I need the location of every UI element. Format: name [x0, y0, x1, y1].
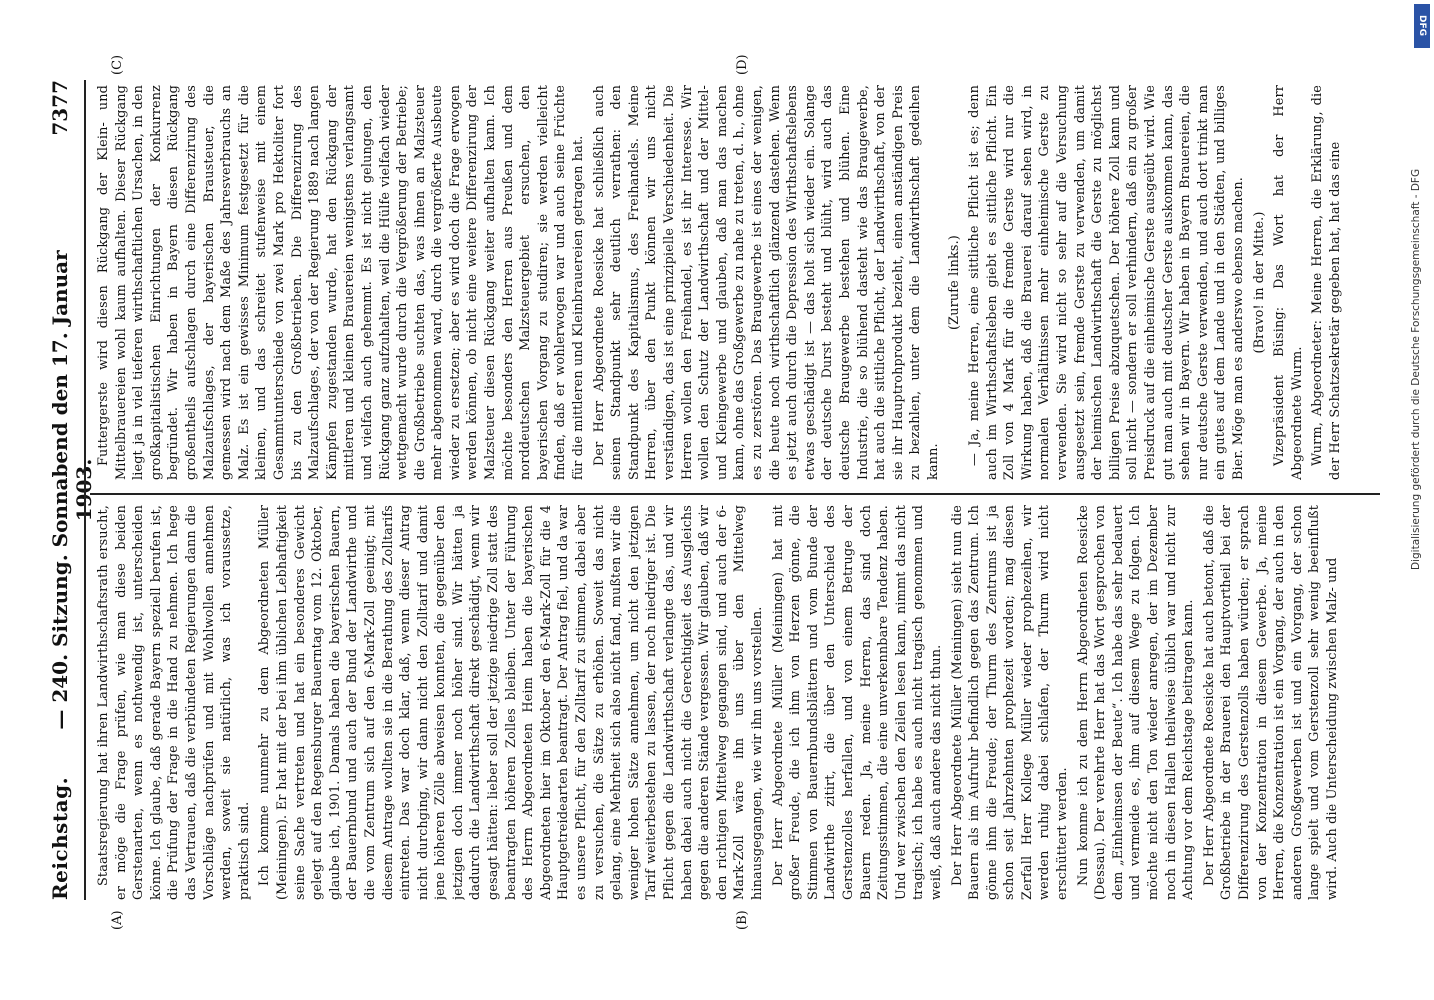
margin-marker-a: (A): [110, 910, 125, 930]
digitization-credit: [1406, 10, 1428, 990]
paragraph: Staatsregierung hat ihren Landwirthschaftsrath ersucht, er möge die Frage prüfen, wie man diese beiden Gerstenarten, wenn es nothwendig ist, unterscheiden könne. Ich glaube, daß gerade Bayern speziell berufen ist, die Prüfung der Frage in die Hand zu nehmen. Ich hege das Vertrauen, daß die verbündeten Regierungen dann die Vorschläge nachprüfen und mit Wohlwollen annehmen werden, soweit sie natürlich, was ich voraussetze, praktisch sind.: [96, 505, 252, 900]
running-header: [40, 80, 96, 900]
margin-marker-c: (C): [110, 54, 125, 75]
interjection: (Zurufe links.): [946, 235, 962, 330]
header-center: — 240. Sitzung. Sonnabend den 17. Januar 1903.: [48, 250, 96, 730]
margin-marker-d: (D): [735, 54, 750, 75]
paragraph: Wurm, Abgeordneter: Meine Herren, die Erklärung, die der Herr Schatzsekretär gegeben hat, hat das eine: [1310, 85, 1343, 480]
paragraph: — Ja, meine Herren, eine sittliche Pflicht ist es; denn auch im Wirthschaftsleben giebt es sittliche Pflicht. Ein Zoll von 4 Mark für die fremde Gerste wird nur die Wirkung haben, daß die Brauerei darauf sehen wird, in normalen Verhältnissen mehr einheimische Gerste zu verwenden. Sie wird nicht so sehr auf die Versuchung ausgesetzt sein, fremde Gerste zu verwenden, um damit der heimischen Landwirthschaft die Gerste zu möglichst billigen Preise abzuquetschen. Der höhere Zoll kann und soll nicht — sondern er soll verhindern, daß ein zu großer Preisdruck auf die einheimische Gerste ausgeübt wird. Wie gut man auch mit deutscher Gerste auskommen kann, das sehen wir in Bayern. Wir haben in Bayern Brauereien, die nur deutsche Gerste verwenden, und auch dort trinkt man ein gutes auf dem Lande und in den Städten, und billiges Bier. Möge man es anderswo ebenso machen.: [967, 85, 1246, 480]
text-column-right: [95, 85, 1375, 480]
margin-marker-b: (B): [735, 910, 750, 930]
paragraph: Der Herr Abgeordnete Müller (Meiningen) sieht nun die Bauern als im Aufruhr befindlich gegen das Zentrum. Ich gönne ihm die Freude; der Thurm des Zentrums ist ja schon seit Jahrzehnten prophezeit worden; mag diesen Zerfall Herr Kollege Müller wieder prophezeihen, wir werden ruhig dabei schlafen, der Thurm wird nicht erschüttert werden.: [949, 505, 1071, 900]
paragraph: Ich komme nunmehr zu dem Abgeordneten Müller (Meiningen). Er hat mit der bei ihm üblichen Lebhaftigkeit seine Sache vertreten und hat ein besonderes Gewicht gelegt auf den Regensburger Bauerntag vom 12. Oktober, glaube ich, 1901. Damals haben die bayerischen Bauern, der Bauernbund und auch der Bund der Landwirthe und die vom Zentrum sich auf den 6-Mark-Zoll geeinigt; mit diesem Antrage wollten sie in die Berathung des Zolltarifs eintreten. Das war doch klar, daß, wenn dieser Antrag nicht durchging, wir dann nicht den Zolltarif und damit jene höheren Zölle abweisen konnten, die gegenüber den jetzigen doch immer noch höher sind. Wir hätten ja dadurch die Landwirthschaft direkt geschädigt, wenn wir gesagt hätten: lieber soll der jetzige niedrige Zoll statt des beantragten höheren Zolles bleiben. Unter der Führung des Herrn Abgeordneten Heim haben die bayerischen Abgeordneten hier im Oktober den 6-Mark-Zoll für die 4 Hauptgetreidearten beantragt. Der Antrag fiel, und da war es unsere Pflicht, für den Zolltarif zu stimmen, dabei aber zu versuchen, die Sätze zu erhöhen. Soweit das nicht gelang, eine Mehrheit sich also nicht fand, mußten wir die weniger hohen Sätze annehmen, um nicht den jetzigen Tarif weiterbestehen zu lassen, der noch niedriger ist. Die Pflicht gegen die Landwirthschaft verlangte das, und wir haben dabei auch nicht die Gerechtigkeit des Ausgleichs gegen die anderen Stände vergessen. Wir glauben, daß wir den richtigen Mittelweg gegangen sind, und auch der 6-Mark-Zoll wäre ihn uns über den Mittelweg hinausgegangen, wie wir ihn uns vorstellen.: [257, 505, 765, 900]
header-left: Reichstag.: [48, 776, 72, 900]
page-number: 7377: [48, 80, 72, 136]
paragraph: Der Herr Abgeordnete Roesicke hat schließlich auch seinen Standpunkt sehr deutlich verrathen: den Standpunkt des Kapitalismus, des Freihandels. Meine Herren, über den Punkt können wir uns nicht verständigen, das ist eine prinzipielle Verschiedenheit. Die Herren wollen den Freihandel, es ist ihr Interesse. Wir wollen den Schutz der Landwirthschaft und der Mittel- und Kleingewerbe und glauben, daß man das machen kann, ohne das Großgewerbe zu nahe zu treten, d. h., ohne es zu zerstören. Das Braugewerbe ist eines der wenigen, die heute noch wirthschaftlich glänzend dastehen. Wenn es jetzt auch durch die Depression des Wirthschaftslebens etwas geschädigt ist — das holt sich wieder ein. Solange der deutsche Durst besteht und blüht, wird auch das deutsche Braugewerbe bestehen und blühen. Eine Industrie, die so blühend dasteht wie das Braugewerbe, hat auch die sittliche Pflicht, der Landwirthschaft, von der sie ihr Hauptrohprodukt bezieht, einen anständigen Preis zu bezahlen, unter dem die Landwirthschaft gedeihen kann.: [591, 85, 941, 480]
paragraph: Der Herr Abgeordnete Müller (Meiningen) hat mit großer Freude, die ich ihm von Herzen gönne, die Stimmen von Bauernbundsblättern und vom Bunde der Landwirthe zitirt, die über den Unterschied des Gerstenzolles herfallen, und von einem Betruge der Bauern reden. Ja, meine Herren, das sind doch Zeitungsstimmen, die eine unverkennbare Tendenz haben. Und wer zwischen den Zeilen lesen kann, nimmt das nicht tragisch; ich habe es auch nicht tragisch genommen und weiß, daß auch andere das nicht thun.: [770, 505, 944, 900]
paragraph: Nun komme ich zu dem Herrn Abgeordneten Roesicke (Dessau). Der verehrte Herr hat das Wort gesprochen von dem „Einheimsen der Beute“. Ich habe das sehr bedauert und vermeide es, ihm auf diesem Wege zu folgen. Ich möchte nicht den Ton wieder anregen, der im Dezember noch in diesen Hallen theilweise üblich war und nicht zur Achtung vor dem Reichstage beitragen kann.: [1075, 505, 1197, 900]
digitization-credit-text: Digitalisierung gefördert durch die Deutsche Forschungsgemeinschaft - DFG: [1410, 168, 1422, 570]
paragraph: Vizepräsident Büsing: Das Wort hat der Herr Abgeordnete Wurm.: [1272, 85, 1305, 480]
paragraph: Futtergerste wird diesen Rückgang der Klein- und Mittelbrauereien wohl kaum aufhalten. Dieser Rückgang liegt ja in viel tieferen wirthschaftlichen Ursachen, in den großkapitalistischen Einrichtungen der Konkurrenz begründet. Wir haben in Bayern diesen Rückgang großentheils aufschlagen durch eine Differenzirung des Malzaufschlages, der bayerischen Brausteuer, die gemessen wird nach dem Maße des Jahresverbrauchs an Malz. Es ist ein gewisses Minimum festgesetzt für die kleinen, und das schreitet stufenweise mit einem Gesammtunterschiede von zwei Mark pro Hektoliter fort bis zu den Großbetrieben. Die Differenzirung des Malzaufschlages, der von der Regierung 1889 nach langen Kämpfen zugestanden wurde, hat den Rückgang der mittleren und kleinen Brauereien wenigstens verlangsamt und vielfach auch gehemmt. Es ist nicht gelungen, den Rückgang ganz aufzuhalten, weil die Hülfe vielfach wieder wettgemacht wurde durch die Vergrößerung der Betriebe; die Großbetriebe suchten das, was ihnen an Malzsteuer mehr abgenommen ward, durch die vergrößerte Ausbeute wieder zu ersetzen; aber es wird doch die Frage erwogen werden können, ob nicht eine weitere Differenzirung der Malzsteuer diesen Rückgang weiter aufhalten kann. Ich möchte besonders den Herren aus Preußen und dem norddeutschen Malzsteuergebiet ersuchen, den bayerischen Vorgang zu studiren; sie werden vielleicht finden, daß er wohlerwogen war und auch seine Früchte für die mittleren und Kleinbrauereien getragen hat.: [96, 85, 587, 480]
dfg-logo: DFG: [1414, 4, 1430, 48]
paragraph: Der Herr Abgeordnete Roesicke hat auch betont, daß die Großbetriebe in der Brauerei den Hauptvortheil bei der Differenzirung des Gerstenzolls haben würden; er sprach von der Konzentration in diesem Gewerbe. Ja, meine Herren, die Konzentration ist ein Vorgang, der auch in den anderen Großgewerben ist und ein Vorgang, der schon lange spielt und vom Gerstenzoll sehr wenig beeinflußt wird. Auch die Unterscheidung zwischen Malz- und: [1201, 505, 1340, 900]
column-divider: [90, 493, 1380, 495]
interjection: (Bravo! in der Mitte.): [1251, 211, 1267, 354]
text-column-left: [95, 505, 1375, 900]
header-rule: [84, 80, 86, 900]
